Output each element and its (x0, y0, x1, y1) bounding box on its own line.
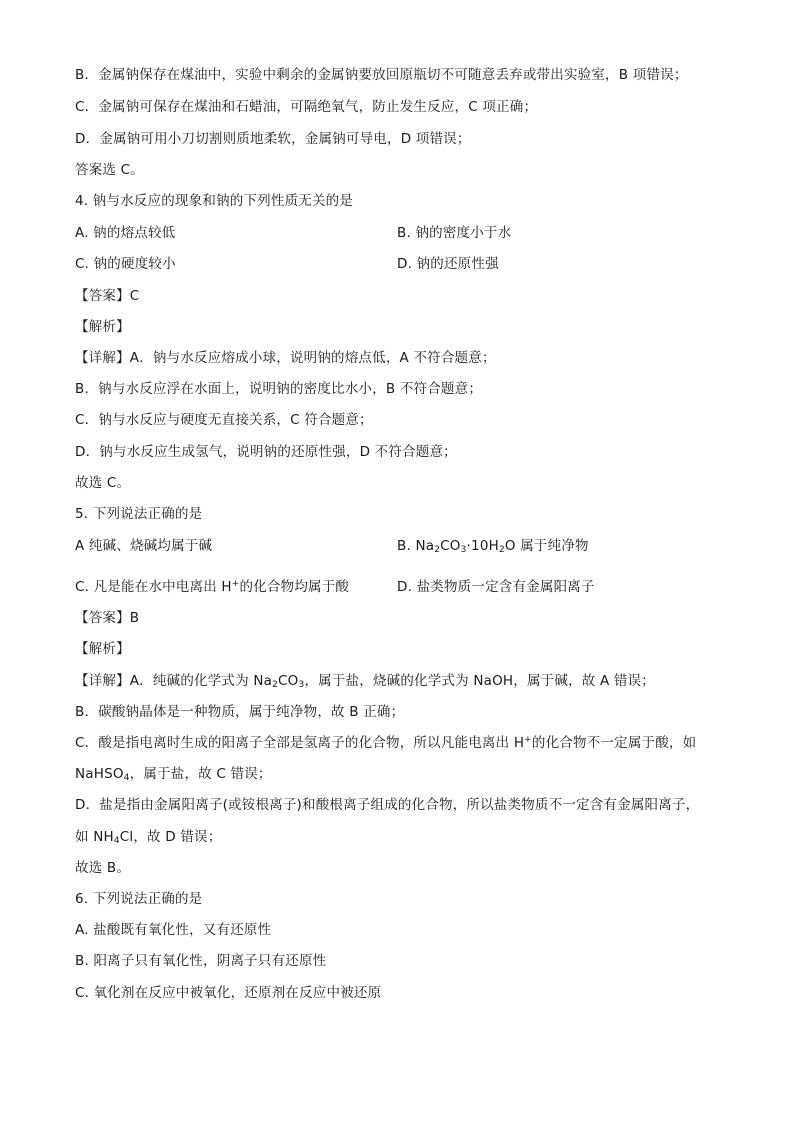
q4-answer: 【答案】C (75, 288, 140, 304)
q5-option-d: D. 盐类物质一定含有金属阳离子 (397, 579, 595, 595)
q3-conclusion: 答案选 C。 (75, 162, 144, 178)
q5-option-c: C. 凡是能在水中电离出 H+的化合物均属于酸 (75, 579, 350, 595)
q4-detail-c: C．钠与水反应与硬度无直接关系，C 符合题意； (75, 412, 373, 428)
q6-option-a: A. 盐酸既有氧化性，又有还原性 (75, 922, 272, 938)
q5-detail-d-cont: 如 $NH_4Cl$，故 D 错误； (75, 829, 222, 846)
q3-option-d-explanation: D．金属钠可用小刀切割则质地柔软，金属钠可导电，D 项错误； (75, 131, 471, 147)
q5-option-a: A 纯碱、烧碱均属于碱 (75, 538, 213, 554)
q5-analysis-heading: 【解析】 (75, 641, 130, 657)
q5-detail-d: D．盐是指由金属阳离子(或铵根离子)和酸根离子组成的化合物，所以盐类物质不一定含有金属阳离子， (75, 797, 700, 813)
q4-conclusion: 故选 C。 (75, 475, 131, 491)
q4-option-a: A. 钠的熔点较低 (75, 225, 176, 241)
q5-option-b: B. $Na_2CO_3\cdot 10H_2O$ 属于纯净物 (397, 538, 589, 555)
q4-detail-b: B．钠与水反应浮在水面上，说明钠的密度比水小，B 不符合题意； (75, 381, 483, 397)
q5-answer: 【答案】B (75, 610, 140, 626)
q5-detail-c-cont: NaHSO$_4$，属于盐，故 C 错误； (75, 766, 272, 783)
q4-analysis-heading: 【解析】 (75, 319, 130, 335)
q4-options-row1 (75, 224, 512, 242)
q6-stem: 6. 下列说法正确的是 (75, 891, 203, 907)
q4-detail-d: D．钠与水反应生成氢气，说明钠的还原性强，D 不符合题意； (75, 444, 457, 460)
q4-stem: 4. 钠与水反应的现象和钠的下列性质无关的是 (75, 193, 354, 209)
q5-detail-b: B．碳酸钠晶体是一种物质，属于纯净物，故 B 正确； (75, 704, 405, 720)
q6-option-b: B. 阳离子只有氧化性，阴离子只有还原性 (75, 953, 327, 969)
q4-options-row2 (75, 255, 499, 273)
q4-option-b: B. 钠的密度小于水 (397, 225, 512, 241)
q5-detail-c: C．酸是指电离时生成的阳离子全部是氢离子的化合物，所以凡能电离出 H+的化合物不一定属于酸，如 (75, 735, 697, 751)
q5-detail-a: 【详解】A．纯碱的化学式为 $Na_2CO_3$，属于盐，烧碱的化学式为 NaOH，属于碱，故 A 错误； (75, 673, 655, 690)
q5-options-row1 (75, 537, 589, 555)
q4-option-c: C. 钠的硬度较小 (75, 256, 176, 272)
q5-stem: 5. 下列说法正确的是 (75, 506, 203, 522)
q6-option-c: C. 氧化剂在反应中被氧化，还原剂在反应中被还原 (75, 985, 382, 1001)
q3-option-c-explanation: C．金属钠可保存在煤油和石蜡油，可隔绝氧气，防止发生反应，C 项正确； (75, 99, 538, 115)
q4-option-d: D. 钠的还原性强 (397, 256, 499, 272)
q4-detail-a: 【详解】A．钠与水反应熔成小球，说明钠的熔点低，A 不符合题意； (75, 350, 496, 366)
q3-option-b-explanation: B．金属钠保存在煤油中，实验中剩余的金属钠要放回原瓶切不可随意丢弃或带出实验室，B 项错误； (75, 67, 688, 83)
q5-conclusion: 故选 B。 (75, 860, 131, 876)
q5-options-row2 (75, 578, 595, 596)
